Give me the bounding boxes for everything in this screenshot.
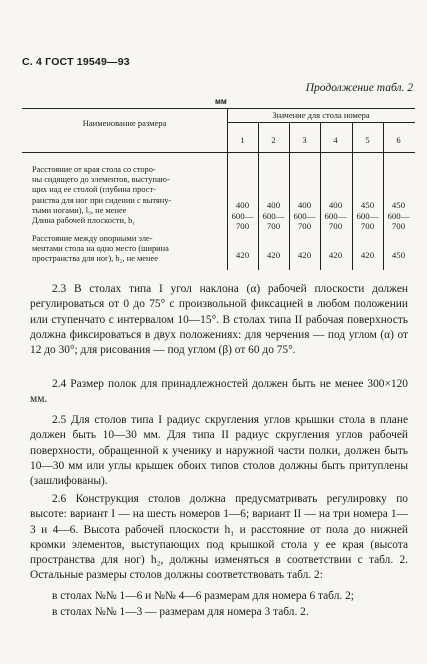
table-cell: 450 [391, 250, 406, 260]
dimensions-table [22, 108, 415, 270]
table-cell: 400 600— 700 [293, 200, 316, 232]
label-line: ранства для ног при сидении с вытяну- [32, 195, 172, 205]
paragraph-2-6: 2.6 Конструкция столов должна предусматривать регулировку по высоте: вариант I — на шесть номеров 1—6; вариант II — на три номера 1—3 и 4—6. Высота рабочей плоскости h₁ и расстояние от пола до нижней кромки элементов, выступающих под крышкой стола у ее края (высота пространства для ног) h₂, должны изменяться в соответствии с табл. 2. Остальные размеры столов должны соответствовать табл. 2: [30, 493, 408, 582]
table-cell: 450 600— 700 [387, 200, 410, 232]
column-number-2: 2 [271, 135, 276, 145]
column-header-name: Наименование размера [82, 118, 167, 128]
column-number-4: 4 [333, 135, 338, 145]
label-line: щих над ее столой (глубина прост- [32, 185, 156, 195]
table-top-rule [22, 108, 415, 109]
page-header: С. 4 ГОСТ 19549—93 [22, 56, 130, 68]
column-number-3: 3 [302, 135, 307, 145]
label-line: ментами стола на одно место (ширина [32, 244, 169, 254]
table-group-rule [227, 122, 415, 123]
table-unit: мм [215, 97, 227, 106]
table-cell: 400 600— 700 [324, 200, 347, 232]
table-cell: 450 600— 700 [356, 200, 379, 232]
paragraph-item-1: в столах №№ 1—6 и №№ 4—6 размерам для номера 6 табл. 2; [52, 590, 354, 602]
label-line: Длина рабочей плоскости, b₁ [32, 216, 136, 226]
label-line: тыми ногами), l₅, не менее [32, 205, 127, 215]
label-line: Расстояние от края стола со сторо- [32, 165, 156, 174]
table-cell: 420 [297, 250, 312, 260]
table-cell: 400 600— 700 [262, 200, 285, 232]
table-cell: 420 [360, 250, 375, 260]
table-col-divider [227, 108, 228, 270]
paragraph-2-3: 2.3 В столах типа I угол наклона (α) рабочей плоскости должен регулироваться от 0 до 75° с произвольной фиксацией в любом положении или ступенчато с интервалом 10—15°. В столах типа II рабочая поверхность должна фиксироваться в двух положениях: для черчения — под углом (α) от 12 до 30°; для рисования — под углом (β) от 60 до 75°. [30, 283, 408, 357]
column-number-5: 5 [365, 135, 370, 145]
table-cell: 400 600— 700 [231, 200, 254, 232]
paragraph-2-5: 2.5 Для столов типа I радиус скругления углов крышки стола в плане должен быть 10—30 мм. Для типа II радиус скругления углов рабочей поверхности, обращенной к ученику и наружной части полки, должен быть 10—30 мм или углы крышек обоих типов столов должны быть притуплены (зашлифованы). [30, 414, 408, 488]
column-header-group: Значение для стола номера [272, 110, 370, 120]
table-row-label [32, 234, 224, 265]
column-number-6: 6 [396, 135, 401, 145]
label-line: ны сидящего до элементов, выступаю- [32, 175, 170, 185]
table-cell: 420 [266, 250, 281, 260]
paragraph-2-4: 2.4 Размер полок для принадлежностей должен быть не менее 300×120 мм. [30, 378, 408, 406]
table-cell: 420 [328, 250, 343, 260]
label-line: пространства для ног), b₂, не менее [32, 254, 158, 264]
table-row-label [32, 165, 224, 226]
label-line: Расстояние между опорными эле- [32, 234, 153, 243]
table-cell: 420 [235, 250, 250, 260]
table-continuation-label: Продолжение табл. 2 [305, 82, 413, 94]
table-header-rule [22, 152, 415, 153]
paragraph-item-2: в столах №№ 1—3 — размерам для номера 3 табл. 2. [52, 606, 309, 618]
column-number-1: 1 [240, 135, 245, 145]
